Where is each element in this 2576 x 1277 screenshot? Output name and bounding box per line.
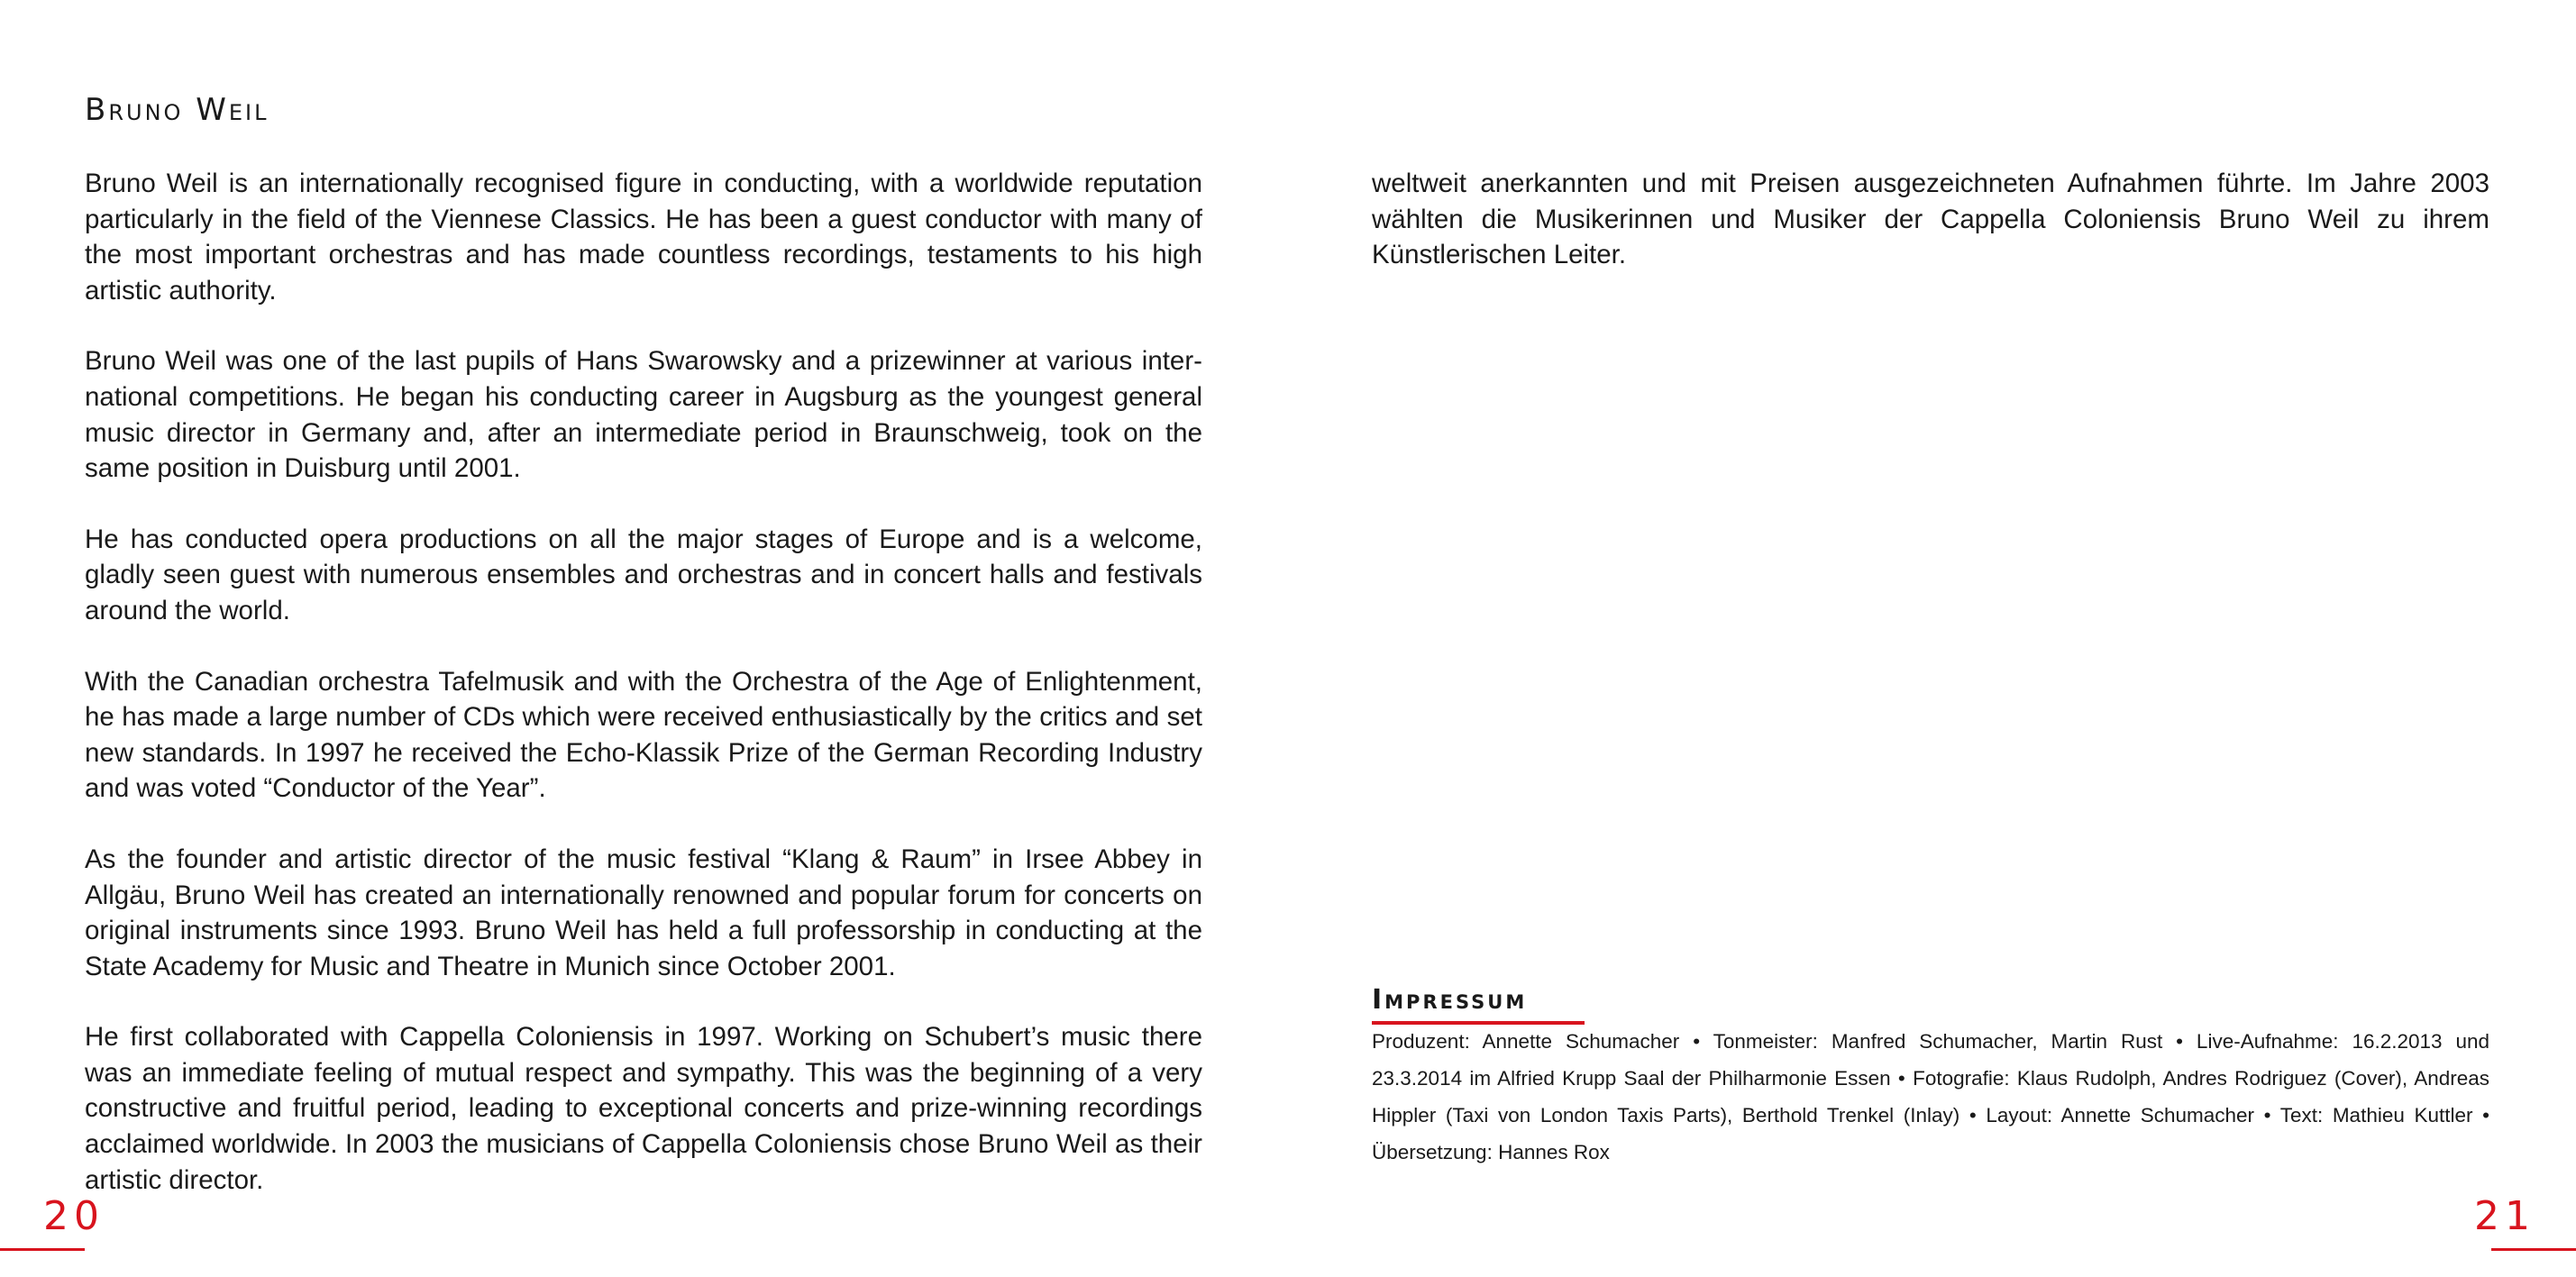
paragraph: He has conducted opera productions on all the major stages of Europe and is a welcome, gladly seen guest with numerous ensembles and orchestras and in concert halls and festivals around the world. — [85, 524, 1202, 625]
page-number-underline — [2491, 1248, 2576, 1251]
paragraph: With the Canadian orchestra Tafelmusik and with the Orchestra of the Age of Enlightenment, he has made a large number of CDs which were received enthusiastically by the critics and set new standards. In 1997 he received the Echo-Klassik Prize of the German Recording Industry and was voted “Conductor of the Year”. — [85, 666, 1202, 804]
paragraph: Bruno Weil is an internationally recognised figure in conducting, with a worldwide reputation particularly in the field of the Viennese Classics. He has been a guest conductor with many of the most important orchestras and has made countless recordings, testaments to his high artistic authority. — [85, 169, 1202, 306]
page-number-underline — [0, 1248, 85, 1251]
paragraph: As the founder and artistic director of the music festival “Klang & Raum” in Irsee Abbey in Allgäu, Bruno Weil has created an internationally renowned and popular forum for concerts on original instruments since 1993. Bruno Weil has held a full professorship in conducting at the State Academy for Music and Theatre in Munich since October 2001. — [85, 844, 1202, 981]
paragraph: weltweit anerkannten und mit Preisen ausgezeichneten Aufnahmen führte. Im Jahre 2003 wählten die Musikerinnen und Musiker der Cappella Coloniensis Bruno Weil zu ihrem Künstlerischen Leiter. — [1372, 169, 2489, 270]
page-number-right: 21 — [2474, 1193, 2535, 1239]
right-page — [1288, 0, 2576, 1277]
continuation-text — [1372, 166, 2489, 273]
page-number-left: 20 — [43, 1193, 105, 1239]
paragraph: Bruno Weil was one of the last pupils of Hans Swarowsky and a prizewinner at various international competitions. He began his conducting career in Augsburg as the youngest general music director in Germany and, after an intermediate period in Braunschweig, took on the same position in Duisburg until 2001. — [85, 346, 1202, 484]
impressum-credits: Produzent: Annette Schumacher • Tonmeister: Manfred Schumacher, Martin Rust • Live-Aufnahme: 16.2.2013 und 23.3.2014 im Alfried Krupp Saal der Philharmonie Essen • Fotografie: Klaus Rudolph, Andres Rodriguez (Cover), Andreas Hippler (Taxi von London Taxis Parts), Berthold Trenkel (Inlay) • Layout: Annette Schumacher • Text: Mathieu Kuttler • Übersetzung: Hannes Rox — [1372, 1030, 2489, 1163]
impressum-heading: Impressum — [1372, 984, 1528, 1016]
paragraph: He first collaborated with Cappella Coloniensis in 1997. Working on Schubert’s music there was an immediate feeling of mutual respect and sympathy. This was the beginning of a very constructive and fruitful period, leading to exceptional concerts and prize-winning recordings acclaimed worldwide. In 2003 the musicians of Cappella Coloniensis chose Bruno Weil as their artistic director. — [85, 1022, 1202, 1195]
page-heading-bruno-weil: Bruno Weil — [85, 92, 269, 128]
biography-text — [85, 166, 1202, 1233]
